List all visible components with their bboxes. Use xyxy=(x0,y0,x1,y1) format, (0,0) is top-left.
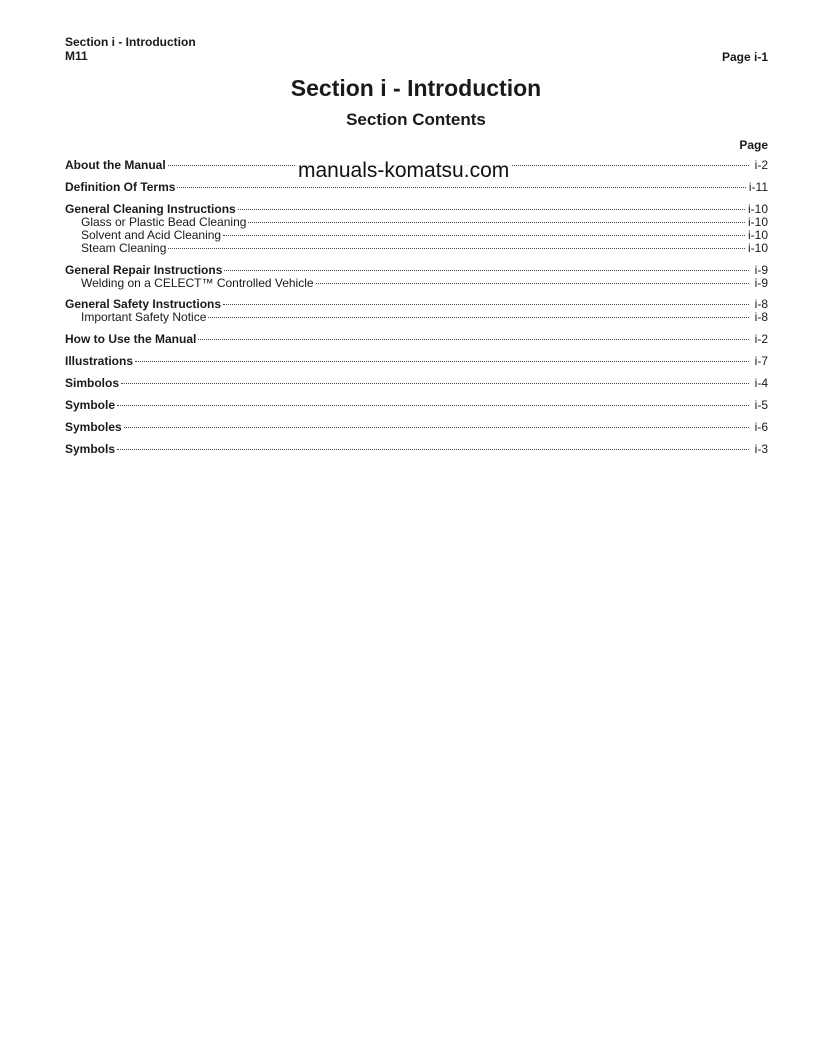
toc-entry-label: Steam Cleaning xyxy=(81,241,167,255)
dot-leader xyxy=(168,248,745,249)
toc-entry-page: i-8 xyxy=(754,297,768,311)
toc-entry-label: Important Safety Notice xyxy=(81,310,207,324)
toc-entry-label: General Cleaning Instructions xyxy=(65,202,236,216)
toc-entry-page: i-2 xyxy=(754,332,768,346)
dot-leader xyxy=(117,405,749,406)
toc-entry-page: i-10 xyxy=(747,202,768,216)
toc-subentry[interactable] xyxy=(65,277,768,290)
toc-entry-label: Glass or Plastic Bead Cleaning xyxy=(81,215,247,229)
page-subtitle: Section Contents xyxy=(346,110,486,129)
toc-entry-page: i-10 xyxy=(747,228,768,242)
toc-entry-label: Symbole xyxy=(65,398,116,412)
toc-entry-page: i-9 xyxy=(754,263,768,277)
toc-entry[interactable] xyxy=(65,443,768,456)
toc-entry-label: How to Use the Manual xyxy=(65,332,197,346)
toc-entry-page: i-10 xyxy=(747,215,768,229)
toc-entry-page: i-3 xyxy=(754,442,768,456)
toc-entry-label: Definition Of Terms xyxy=(65,180,176,194)
toc-entry[interactable] xyxy=(65,399,768,412)
toc-entry-page: i-6 xyxy=(754,420,768,434)
toc-subentry[interactable] xyxy=(65,311,768,324)
header-model: M11 xyxy=(65,49,88,63)
toc-entry-label: Solvent and Acid Cleaning xyxy=(81,228,222,242)
toc-entry-label: General Repair Instructions xyxy=(65,263,223,277)
toc-entry[interactable] xyxy=(65,355,768,368)
page-column-label: Page xyxy=(739,138,768,152)
dot-leader xyxy=(316,283,749,284)
toc-entry-page: i-2 xyxy=(754,158,768,172)
toc-entry-page: i-10 xyxy=(747,241,768,255)
toc-entry[interactable] xyxy=(65,421,768,434)
dot-leader xyxy=(208,317,749,318)
toc-entry-page: i-11 xyxy=(748,180,768,194)
header-page-number: Page i-1 xyxy=(721,50,768,64)
toc-subentry[interactable] xyxy=(65,242,768,255)
table-of-contents xyxy=(65,159,768,456)
dot-leader xyxy=(135,361,749,362)
toc-entry-label: About the Manual xyxy=(65,158,166,172)
dot-leader xyxy=(248,222,745,223)
toc-entry-label: Illustrations xyxy=(65,354,134,368)
toc-subentry[interactable] xyxy=(65,229,768,242)
toc-entry-label: Symbols xyxy=(65,442,116,456)
dot-leader xyxy=(124,427,749,428)
toc-entry-page: i-9 xyxy=(754,276,768,290)
dot-leader xyxy=(223,235,745,236)
toc-entry-page: i-8 xyxy=(754,310,768,324)
dot-leader xyxy=(223,304,749,305)
toc-entry-label: Simbolos xyxy=(65,376,120,390)
dot-leader xyxy=(224,270,749,271)
toc-entry-label: General Safety Instructions xyxy=(65,297,222,311)
toc-entry-page: i-5 xyxy=(754,398,768,412)
toc-entry[interactable] xyxy=(65,377,768,390)
dot-leader xyxy=(117,449,749,450)
toc-entry-label: Symboles xyxy=(65,420,122,434)
dot-leader xyxy=(238,209,745,210)
toc-entry-page: i-7 xyxy=(754,354,768,368)
running-header xyxy=(65,35,196,63)
dot-leader xyxy=(177,187,745,188)
toc-entry-page: i-4 xyxy=(754,376,768,390)
dot-leader xyxy=(198,339,749,340)
dot-leader xyxy=(121,383,749,384)
header-section-title: Section i - Introduction xyxy=(65,35,196,49)
toc-entry-label: Welding on a CELECT™ Controlled Vehicle xyxy=(81,276,314,290)
watermark: manuals-komatsu.com xyxy=(298,159,510,182)
toc-entry[interactable] xyxy=(65,333,768,346)
page-title: Section i - Introduction xyxy=(290,75,542,101)
